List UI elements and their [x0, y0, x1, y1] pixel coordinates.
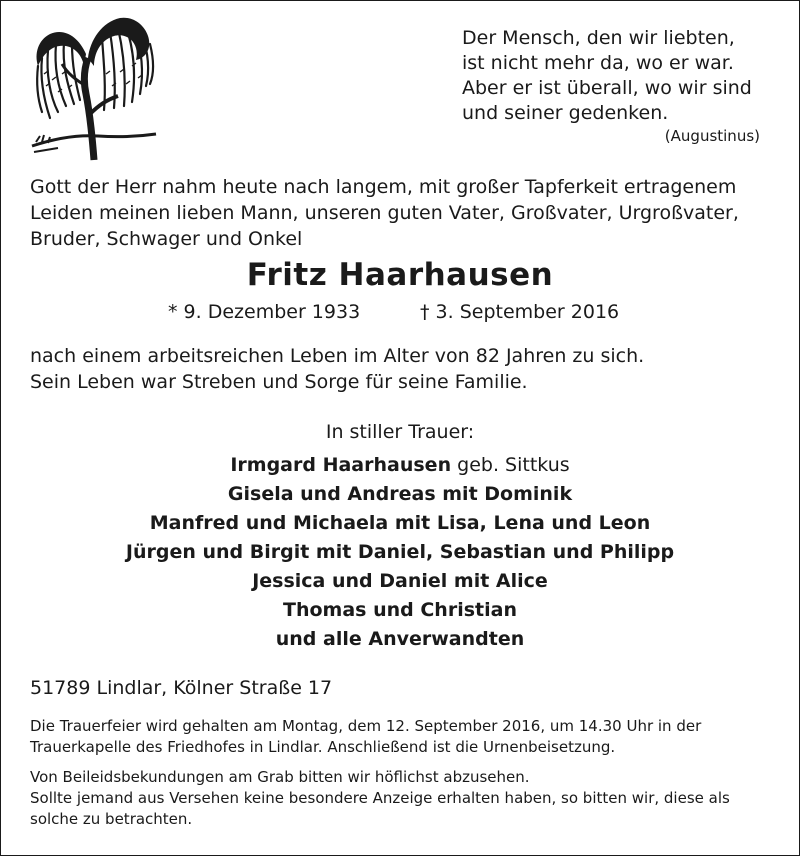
weeping-willow-icon: [28, 14, 158, 162]
life-text: [30, 343, 780, 395]
family-address: 51789 Lindlar, Kölner Straße 17: [30, 677, 333, 699]
life-line: nach einem arbeitsreichen Leben im Alter von 82 Jahren zu sich.: [30, 345, 645, 367]
ceremony-line: Die Trauerfeier wird gehalten am Montag, dem 12. September 2016, um 14.30 Uhr in der: [30, 717, 702, 735]
quote-line: ist nicht mehr da, wo er war.: [462, 52, 734, 74]
mourner-line: und alle Anverwandten: [275, 628, 525, 650]
ceremony-line: Trauerkapelle des Friedhofes in Lindlar. Anschließend ist die Urnenbeisetzung.: [30, 738, 616, 756]
quote-source: (Augustinus): [664, 127, 760, 145]
mourner-maiden-name: geb. Sittkus: [457, 454, 570, 476]
intro-line: Leiden meinen lieben Mann, unseren guten Vater, Großvater, Urgroßvater,: [30, 202, 739, 224]
intro-text: [30, 174, 780, 252]
request-line: solche zu betrachten.: [30, 810, 193, 828]
mourner-line: Manfred und Michaela mit Lisa, Lena und Leon: [149, 512, 651, 534]
mourner-main-name: Irmgard Haarhausen: [230, 454, 452, 476]
mourner-line: Gisela und Andreas mit Dominik: [227, 483, 573, 505]
ceremony-info: [30, 716, 790, 758]
deceased-name: Fritz Haarhausen: [246, 257, 554, 293]
request-info: [30, 767, 790, 830]
mourner-line: Jürgen und Birgit mit Daniel, Sebastian und Philipp: [125, 541, 675, 563]
request-line: Sollte jemand aus Versehen keine besondere Anzeige erhalten haben, so bitten wir, diese als: [30, 789, 730, 807]
birth-date: * 9. Dezember 1933: [168, 301, 361, 323]
mourning-label: In stiller Trauer:: [325, 421, 475, 443]
request-line: Von Beileidsbekundungen am Grab bitten wir höflichst abzusehen.: [30, 768, 530, 786]
mourner-line: Thomas und Christian: [283, 599, 517, 621]
mourner-line: Jessica und Daniel mit Alice: [252, 570, 548, 592]
intro-line: Bruder, Schwager und Onkel: [30, 228, 303, 250]
mourner-line-first: [0, 451, 800, 480]
death-date: † 3. September 2016: [420, 301, 620, 323]
life-line: Sein Leben war Streben und Sorge für seine Familie.: [30, 371, 528, 393]
intro-line: Gott der Herr nahm heute nach langem, mit großer Tapferkeit ertragenem: [30, 176, 737, 198]
quote-line: und seiner gedenken.: [462, 102, 669, 124]
quote-line: Aber er ist überall, wo wir sind: [462, 77, 752, 99]
mourners-block: [0, 418, 800, 654]
quote-line: Der Mensch, den wir liebten,: [462, 27, 735, 49]
quote-block: [462, 26, 778, 146]
